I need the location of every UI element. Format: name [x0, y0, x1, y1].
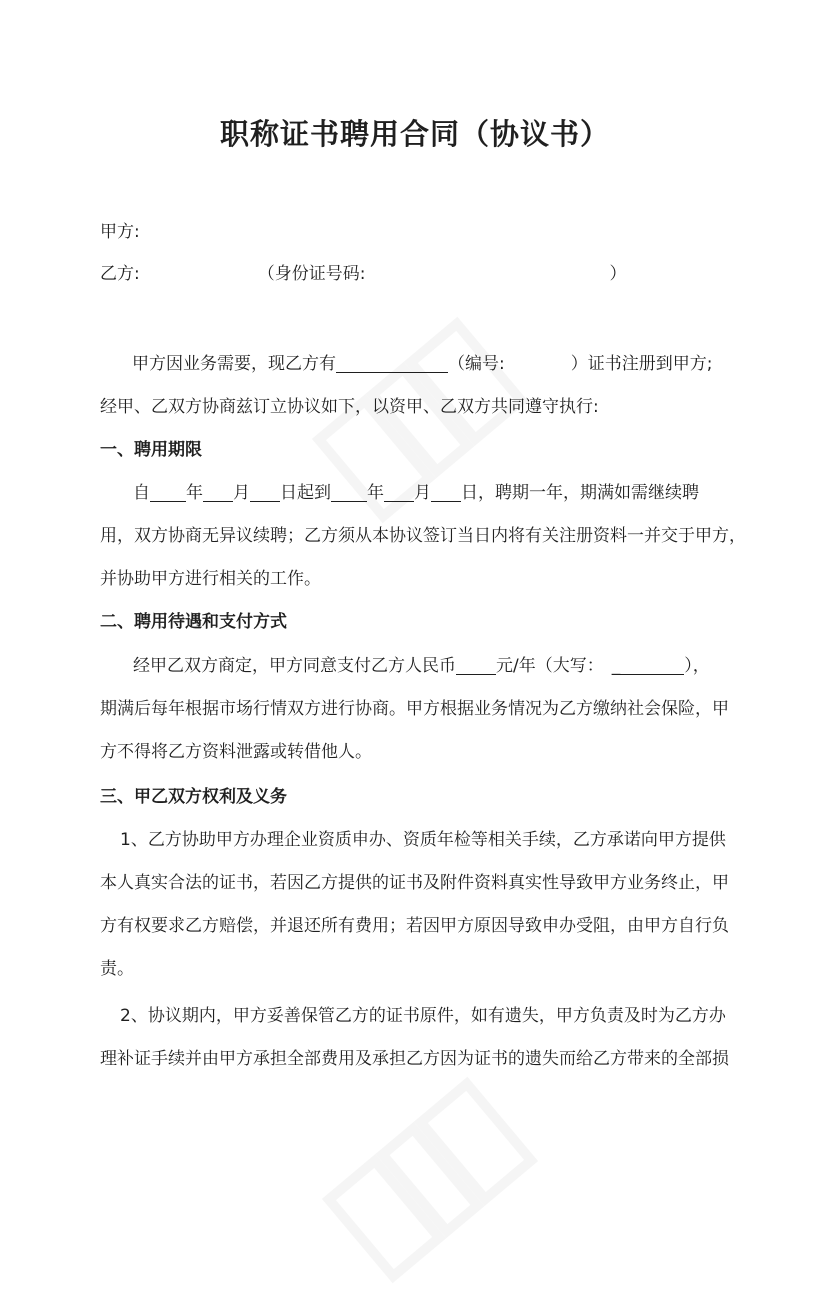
party-a-line: [100, 220, 140, 244]
sec3-p1-line-3: 方有权要求乙方赔偿，并退还所有费用；若因甲方原因导致申办受阻，由甲方自行负: [100, 916, 729, 936]
start-year-blank: [150, 483, 186, 502]
intro-text-1c: ）证书注册到甲方;: [570, 354, 713, 374]
sec3-p1-line-2: 本人真实合法的证书，若因乙方提供的证书及附件资料真实性导致甲方业务终止，甲: [100, 873, 729, 893]
salary-amount-blank: [456, 656, 496, 675]
intro-line-1: [132, 352, 712, 376]
section-2-heading: 二、聘用待遇和支付方式: [100, 612, 287, 632]
id-number-close: ）: [609, 264, 627, 284]
sec3-p2-line-1: 2、协议期内，甲方妥善保管乙方的证书原件，如有遗失，甲方负责及时为乙方办: [120, 1006, 726, 1026]
salary-words-blank: [620, 656, 684, 675]
id-number-label: （身份证号码:: [257, 264, 366, 284]
sec3-p1-line-4: 责。: [100, 959, 134, 979]
text-day-2: 日，聘期一年，期满如需继续聘: [461, 483, 699, 503]
intro-line-2: 经甲、乙双方协商兹订立协议如下，以资甲、乙双方共同遵守执行:: [100, 397, 599, 417]
certificate-blank: [336, 354, 448, 373]
text-year-2: 年: [367, 483, 384, 503]
text-year-1: 年: [186, 483, 203, 503]
section-1-heading: 一、聘用期限: [100, 440, 202, 460]
sec1-line-2: 用，双方协商无异议续聘；乙方须从本协议签订当日内将有关注册资料一并交于甲方，: [100, 526, 746, 546]
section-3-heading: 三、甲乙双方权利及义务: [100, 787, 287, 807]
end-year-blank: [331, 483, 367, 502]
intro-text-1b: （编号:: [448, 354, 505, 374]
sec2-line-2: 期满后每年根据市场行情双方进行协商。甲方根据业务情况为乙方缴纳社会保险，甲: [100, 699, 729, 719]
party-b-label: 乙方:: [100, 264, 140, 284]
sec1-line-1: [133, 481, 699, 505]
page-title: 职称证书聘用合同（协议书）: [219, 117, 610, 151]
party-b-line: [100, 262, 626, 286]
text-month-1: 月: [233, 483, 250, 503]
intro-text-1a: 甲方因业务需要，现乙方有: [132, 354, 336, 374]
party-a-label: 甲方:: [100, 222, 140, 242]
sec2-text-1a: 经甲乙双方商定，甲方同意支付乙方人民币: [133, 656, 456, 676]
end-day-blank: [431, 483, 461, 502]
text-month-2: 月: [414, 483, 431, 503]
sec3-p2-line-2: 理补证手续并由甲方承担全部费用及承担乙方因为证书的遗失而给乙方带来的全部损: [100, 1049, 729, 1069]
sec2-line-1: [133, 654, 710, 678]
start-month-blank: [203, 483, 233, 502]
sec2-line-3: 方不得将乙方资料泄露或转借他人。: [100, 742, 372, 762]
sec1-line-3: 并协助甲方进行相关的工作。: [100, 569, 321, 589]
text-day-1: 日起到: [280, 483, 331, 503]
sec2-text-1c: _: [611, 656, 621, 676]
text-zi: 自: [133, 483, 150, 503]
start-day-blank: [250, 483, 280, 502]
watermark-mark-2: [310, 1060, 550, 1300]
sec3-p1-line-1: 1、乙方协助甲方办理企业资质申办、资质年检等相关手续，乙方承诺向甲方提供: [120, 830, 726, 850]
sec2-text-1b: 元/年（大写：: [496, 656, 604, 676]
end-month-blank: [384, 483, 414, 502]
sec2-text-1d: ），: [684, 656, 710, 676]
